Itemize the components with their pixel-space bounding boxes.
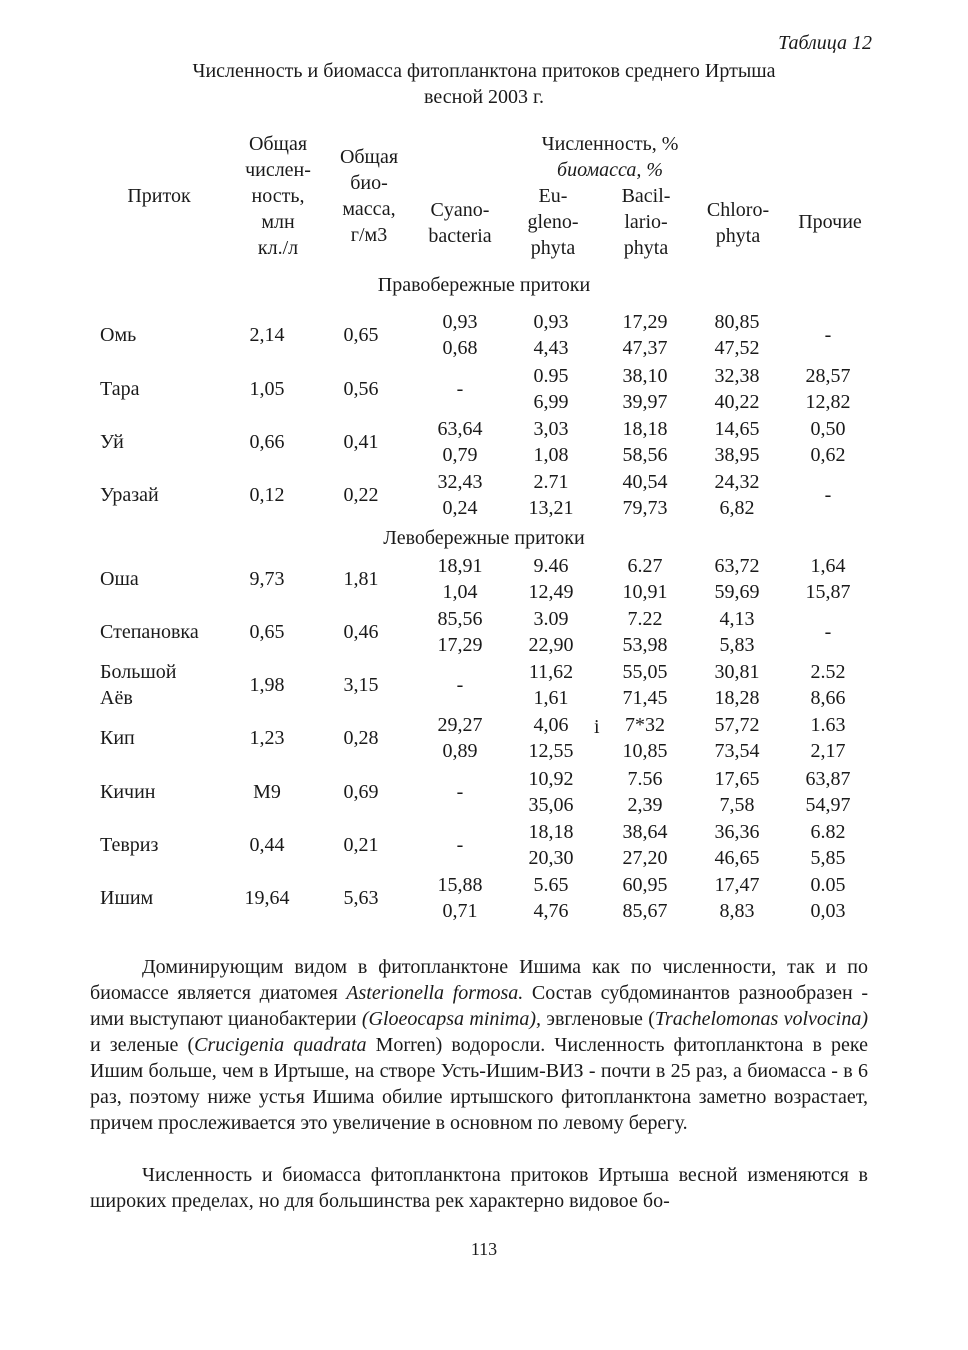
cell-cyano-biomass: 0,79 bbox=[442, 444, 478, 466]
cell-oth-biomass: 5,85 bbox=[810, 847, 846, 869]
cell-chl-biomass: 6,82 bbox=[719, 497, 755, 519]
cell-total-biomass: 1,81 bbox=[343, 568, 379, 590]
paragraph-2: Численность и биомасса фитопланктона притоков Иртыша весной изменяются в широких пределах, но для большинства рек характерно видовое бо- bbox=[90, 1164, 868, 1212]
row-name: Большой Аёв bbox=[100, 661, 177, 709]
cell-eug-biomass: 12,55 bbox=[528, 740, 574, 762]
cell-cyano: - bbox=[456, 834, 464, 856]
cell-total-number: 0,65 bbox=[249, 621, 285, 643]
cell-eug-biomass: 6,99 bbox=[533, 391, 569, 413]
cell-chl-number: 36,36 bbox=[714, 821, 760, 843]
cell-oth-number: 1,64 bbox=[810, 555, 846, 577]
header-other: Прочие bbox=[798, 211, 862, 233]
cell-oth-number: 63,87 bbox=[805, 768, 851, 790]
cell-bac-biomass: 58,56 bbox=[622, 444, 668, 466]
cell-oth-biomass: 54,97 bbox=[805, 794, 851, 816]
cell-cyano-biomass: 0,71 bbox=[442, 900, 478, 922]
cell-bac-number: 7*32 bbox=[625, 714, 665, 736]
cell-cyano: - bbox=[456, 378, 464, 400]
cell-chl-biomass: 73,54 bbox=[714, 740, 760, 762]
cell-total-biomass: 0,22 bbox=[343, 484, 379, 506]
cell-bac-biomass: 85,67 bbox=[622, 900, 668, 922]
cell-eug-number: 2.71 bbox=[533, 471, 569, 493]
cell-total-number: 2,14 bbox=[249, 324, 285, 346]
cell-cyano-biomass: 0,89 bbox=[442, 740, 478, 762]
cell-oth: - bbox=[824, 484, 832, 506]
cell-chl-biomass: 18,28 bbox=[714, 687, 760, 709]
cell-chl-number: 14,65 bbox=[714, 418, 760, 440]
cell-cyano-number: 63,64 bbox=[437, 418, 483, 440]
header-group: Численность, % биомасса, % bbox=[541, 133, 679, 181]
cell-oth-number: 0.05 bbox=[810, 874, 846, 896]
cell-eug-biomass: 35,06 bbox=[528, 794, 574, 816]
cell-oth-biomass: 0,62 bbox=[810, 444, 846, 466]
row-name: Оша bbox=[100, 568, 139, 590]
cell-eug-number: 9.46 bbox=[533, 555, 569, 577]
cell-bac-number: 17,29 bbox=[622, 311, 668, 333]
cell-bac-number: 38,10 bbox=[622, 365, 668, 387]
header-chlorophyta: Chloro- phyta bbox=[706, 199, 770, 247]
cell-eug-number: 0,93 bbox=[533, 311, 569, 333]
cell-eug-number: 0.95 bbox=[533, 365, 569, 387]
cell-bac-number: 38,64 bbox=[622, 821, 668, 843]
row-name: Омь bbox=[100, 324, 137, 346]
cell-total-biomass: 0,21 bbox=[343, 834, 379, 856]
row-name: Кип bbox=[100, 727, 135, 749]
cell-eug-biomass: 20,30 bbox=[528, 847, 574, 869]
cell-chl-number: 57,72 bbox=[714, 714, 760, 736]
page-number: 113 bbox=[470, 1239, 498, 1259]
cell-total-biomass: 0,28 bbox=[343, 727, 379, 749]
cell-eug-biomass: 12,49 bbox=[528, 581, 574, 603]
row-name: Уразай bbox=[100, 484, 159, 506]
cell-total-biomass: 3,15 bbox=[343, 674, 379, 696]
row-name: Степановка bbox=[100, 621, 199, 643]
cell-bac-biomass: 10,91 bbox=[622, 581, 668, 603]
cell-cyano: - bbox=[456, 781, 464, 803]
cell-bac-number: 7.56 bbox=[627, 768, 663, 790]
cell-cyano-number: 15,88 bbox=[437, 874, 483, 896]
cell-cyano-biomass: 1,04 bbox=[442, 581, 478, 603]
cell-eug-biomass: 4,43 bbox=[533, 337, 569, 359]
cell-bac-biomass: 71,45 bbox=[622, 687, 668, 709]
cell-oth-biomass: 8,66 bbox=[810, 687, 846, 709]
cell-eug-number: 11,62 bbox=[528, 661, 574, 683]
cell-chl-biomass: 59,69 bbox=[714, 581, 760, 603]
cell-chl-number: 80,85 bbox=[714, 311, 760, 333]
cell-bac-biomass: 39,97 bbox=[622, 391, 668, 413]
header-euglenophyta: Eu- gleno- phyta bbox=[527, 185, 579, 259]
cell-cyano: - bbox=[456, 674, 464, 696]
paragraph-1: Доминирующим видом в фитопланктоне Ишима как по численности, так и по биомассе является диатомея Asterionella formosa. Состав субдоминантов разнообразен - ими выступают цианобактерии (Gloeocapsa minima), эвгленовые (Trachelomonas volvocina) и зеленые (Crucigenia quadrata Morren) водоросли. Численность фитопланктона в реке Ишим больше, чем в Иртыше, на створе Усть-Ишим-ВИЗ - почти в 25 раз, а биомасса - в 6 раз, поэтому ниже устья Ишима обилие иртышского фитопланктона заметно возрастает, причем прослеживается это увеличение в основном по левому берегу. bbox=[90, 956, 869, 1134]
cell-eug-number: 3.09 bbox=[533, 608, 569, 630]
cell-total-number: 0,44 bbox=[249, 834, 285, 856]
cell-chl-number: 30,81 bbox=[714, 661, 760, 683]
cell-eug-number: 4,06 bbox=[533, 714, 569, 736]
cell-bac-biomass: 47,37 bbox=[622, 337, 668, 359]
section-left-bank: Левобережные притоки bbox=[383, 527, 585, 549]
cell-eug-number: 5.65 bbox=[533, 874, 569, 896]
cell-eug-biomass: 13,21 bbox=[528, 497, 574, 519]
cell-cyano-biomass: 17,29 bbox=[437, 634, 483, 656]
cell-eug-biomass: 4,76 bbox=[533, 900, 569, 922]
cell-bac-biomass: 79,73 bbox=[622, 497, 668, 519]
cell-bac-biomass: 27,20 bbox=[622, 847, 668, 869]
cell-chl-number: 17,47 bbox=[714, 874, 760, 896]
cell-oth: - bbox=[824, 621, 832, 643]
cell-cyano-biomass: 0,68 bbox=[442, 337, 478, 359]
cell-bac-number: 7.22 bbox=[627, 608, 663, 630]
cell-total-number: 9,73 bbox=[249, 568, 285, 590]
cell-eug-number: 3,03 bbox=[533, 418, 569, 440]
header-cyanobacteria: Cyano- bacteria bbox=[428, 199, 492, 247]
cell-cyano-biomass: 0,24 bbox=[442, 497, 478, 519]
cell-chl-biomass: 8,83 bbox=[719, 900, 755, 922]
table-label: Таблица 12 bbox=[778, 32, 872, 54]
cell-oth-number: 28,57 bbox=[805, 365, 851, 387]
cell-bac-number: 60,95 bbox=[622, 874, 668, 896]
row-name: Ишим bbox=[100, 887, 154, 909]
cell-eug-number: 10,92 bbox=[528, 768, 574, 790]
header-tributary: Приток bbox=[127, 185, 191, 207]
cell-chl-biomass: 40,22 bbox=[714, 391, 760, 413]
cell-total-biomass: 0,69 bbox=[343, 781, 379, 803]
cell-cyano-number: 18,91 bbox=[437, 555, 483, 577]
cell-chl-number: 24,32 bbox=[714, 471, 760, 493]
cell-bac-biomass: 53,98 bbox=[622, 634, 668, 656]
cell-eug-biomass: 22,90 bbox=[528, 634, 574, 656]
cell-oth: - bbox=[824, 324, 832, 346]
row-name: Тара bbox=[100, 378, 140, 400]
cell-total-number: М9 bbox=[253, 781, 281, 803]
cell-total-biomass: 5,63 bbox=[343, 887, 379, 909]
cell-eug-biomass: 1,61 bbox=[533, 687, 569, 709]
cell-total-number: 1,05 bbox=[249, 378, 285, 400]
cell-chl-number: 17,65 bbox=[714, 768, 760, 790]
header-bacillariophyta: Bacil- lario- phyta bbox=[621, 185, 671, 259]
cell-cyano-number: 85,56 bbox=[437, 608, 483, 630]
cell-cyano-number: 29,27 bbox=[437, 714, 483, 736]
cell-chl-biomass: 7,58 bbox=[719, 794, 755, 816]
cell-oth-biomass: 12,82 bbox=[805, 391, 851, 413]
cell-chl-biomass: 47,52 bbox=[714, 337, 760, 359]
stray-mark: i bbox=[594, 716, 600, 738]
cell-bac-number: 18,18 bbox=[622, 418, 668, 440]
row-name: Тевриз bbox=[100, 834, 159, 856]
cell-total-biomass: 0,56 bbox=[343, 378, 379, 400]
cell-bac-number: 6.27 bbox=[627, 555, 663, 577]
row-name: Уй bbox=[100, 431, 124, 453]
cell-bac-biomass: 2,39 bbox=[627, 794, 663, 816]
cell-chl-biomass: 38,95 bbox=[714, 444, 760, 466]
cell-chl-number: 4,13 bbox=[719, 608, 755, 630]
cell-oth-biomass: 0,03 bbox=[810, 900, 846, 922]
cell-total-number: 19,64 bbox=[244, 887, 290, 909]
cell-bac-biomass: 10,85 bbox=[622, 740, 668, 762]
cell-total-number: 0,12 bbox=[249, 484, 285, 506]
cell-total-number: 1,98 bbox=[249, 674, 285, 696]
cell-bac-number: 40,54 bbox=[622, 471, 668, 493]
header-total-number: Общая числен- ность, млн кл./л bbox=[245, 133, 311, 259]
cell-total-biomass: 0,41 bbox=[343, 431, 379, 453]
cell-cyano-number: 0,93 bbox=[442, 311, 478, 333]
cell-oth-number: 6.82 bbox=[810, 821, 846, 843]
row-name: Кичин bbox=[100, 781, 156, 803]
cell-chl-number: 63,72 bbox=[714, 555, 760, 577]
cell-bac-number: 55,05 bbox=[622, 661, 668, 683]
cell-oth-number: 2.52 bbox=[810, 661, 846, 683]
table-title: Численность и биомасса фитопланктона притоков среднего Иртыша bbox=[192, 60, 776, 82]
table-title-line2: весной 2003 г. bbox=[424, 86, 544, 108]
section-right-bank: Правобережные притоки bbox=[377, 274, 591, 296]
cell-oth-number: 0,50 bbox=[810, 418, 846, 440]
cell-oth-biomass: 15,87 bbox=[805, 581, 851, 603]
cell-total-biomass: 0,46 bbox=[343, 621, 379, 643]
cell-total-biomass: 0,65 bbox=[343, 324, 379, 346]
cell-oth-number: 1.63 bbox=[810, 714, 846, 736]
cell-chl-number: 32,38 bbox=[714, 365, 760, 387]
cell-cyano-number: 32,43 bbox=[437, 471, 483, 493]
cell-total-number: 0,66 bbox=[249, 431, 285, 453]
cell-oth-biomass: 2,17 bbox=[810, 740, 846, 762]
cell-total-number: 1,23 bbox=[249, 727, 285, 749]
cell-chl-biomass: 5,83 bbox=[719, 634, 755, 656]
cell-eug-biomass: 1,08 bbox=[533, 444, 569, 466]
cell-eug-number: 18,18 bbox=[528, 821, 574, 843]
cell-chl-biomass: 46,65 bbox=[714, 847, 760, 869]
header-total-biomass: Общая био- масса, г/м3 bbox=[339, 146, 399, 246]
